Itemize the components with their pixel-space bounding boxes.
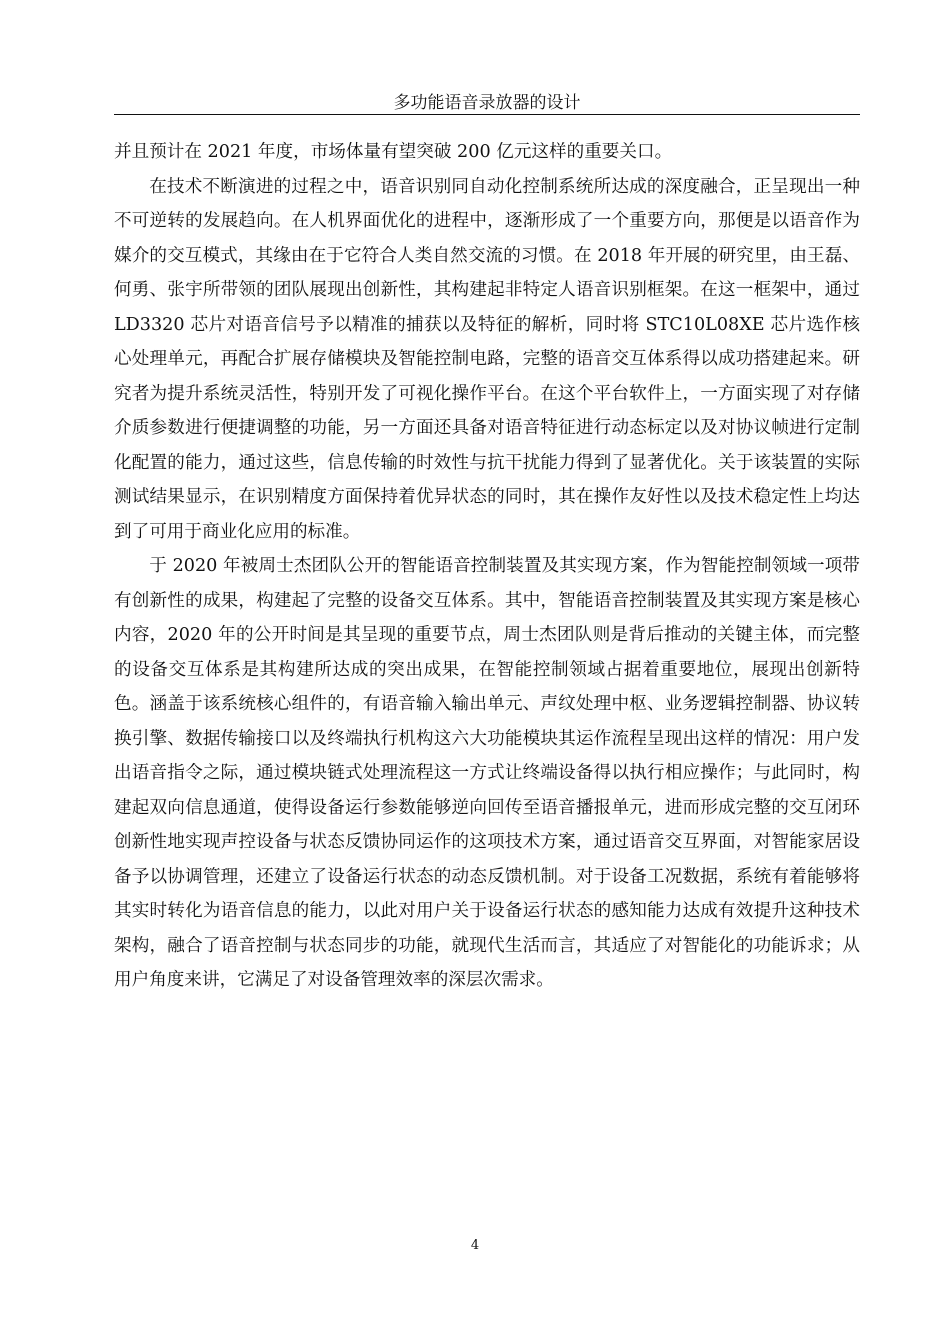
paragraph: 在技术不断演进的过程之中，语音识别同自动化控制系统所达成的深度融合，正呈现出一种不可逆转的发展趋向。在人机界面优化的进程中，逐渐形成了一个重要方向，那便是以语音作为媒介的交互模式，其缘由在于它符合人类自然交流的习惯。在 2018 年开展的研究里，由王磊、何勇、张宇所带领的团队展现出创新性，其构建起非特定人语音识别框架。在这一框架中，通过 LD3320 芯片对语音信号予以精准的捕获以及特征的解析，同时将 STC10L08XE 芯片选作核心处理单元，再配合扩展存储模块及智能控制电路，完整的语音交互体系得以成功搭建起来。研究者为提升系统灵活性，特别开发了可视化操作平台。在这个平台软件上，一方面实现了对存储介质参数进行便捷调整的功能，另一方面还具备对语音特征进行动态标定以及对协议帧进行定制化配置的能力，通过这些，信息传输的时效性与抗干扰能力得到了显著优化。关于该装置的实际测试结果显示，在识别精度方面保持着优异状态的同时，其在操作友好性以及技术稳定性上均达到了可用于商业化应用的标准。 bbox=[114, 176, 860, 542]
paragraph: 于 2020 年被周士杰团队公开的智能语音控制装置及其实现方案，作为智能控制领域一项带有创新性的成果，构建起了完整的设备交互体系。其中，智能语音控制装置及其实现方案是核心内容，2020 年的公开时间是其呈现的重要节点，周士杰团队则是背后推动的关键主体，而完整的设备交互体系是其构建所达成的突出成果，在智能控制领域占据着重要地位，展现出创新特色。涵盖于该系统核心组件的，有语音输入输出单元、声纹处理中枢、业务逻辑控制器、协议转换引擎、数据传输接口以及终端执行机构这六大功能模块其运作流程呈现出这样的情况：用户发出语音指令之际，通过模块链式处理流程这一方式让终端设备得以执行相应操作；与此同时，构建起双向信息通道，使得设备运行参数能够逆向回传至语音播报单元，进而形成完整的交互闭环创新性地实现声控设备与状态反馈协同运作的这项技术方案，通过语音交互界面，对智能家居设备予以协调管理，还建立了设备运行状态的动态反馈机制。对于设备工况数据，系统有着能够将其实时转化为语音信息的能力，以此对用户关于设备运行状态的感知能力达成有效提升这种技术架构，融合了语音控制与状态同步的功能，就现代生活而言，其适应了对智能化的功能诉求；从用户角度来讲，它满足了对设备管理效率的深层次需求。 bbox=[114, 556, 860, 990]
header-divider bbox=[114, 114, 860, 115]
paragraph-continuation: 并且预计在 2021 年度，市场体量有望突破 200 亿元这样的重要关口。 bbox=[114, 142, 673, 162]
page-number: 4 bbox=[470, 1238, 480, 1253]
page-header-title: 多功能语音录放器的设计 bbox=[393, 93, 581, 113]
body-text bbox=[114, 135, 860, 998]
